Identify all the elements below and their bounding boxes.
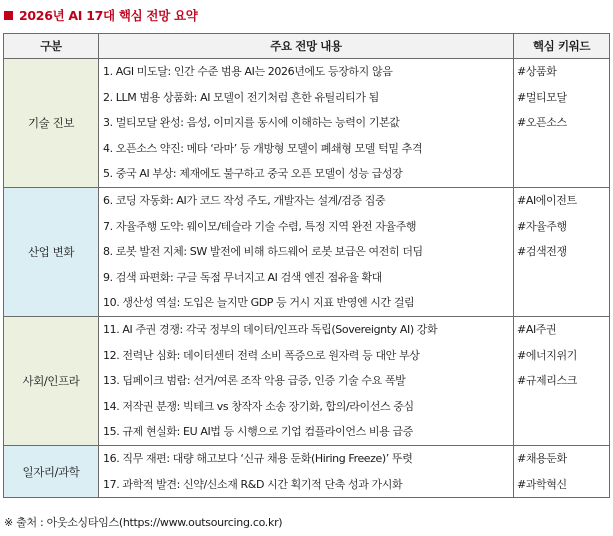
list-item: 9. 검색 파편화: 구글 독점 무너지고 AI 검색 엔진 점유율 확대 bbox=[103, 270, 382, 284]
category-cell: 산업 변화 bbox=[4, 187, 99, 316]
category-cell: 사회/인프라 bbox=[4, 316, 99, 445]
header-keywords: 핵심 키워드 bbox=[514, 34, 610, 59]
list-item: 16. 직무 재편: 대량 해고보다 ‘신규 채용 둔화(Hiring Freeze)’ 뚜렷 bbox=[103, 451, 413, 465]
items-cell bbox=[99, 187, 514, 316]
keyword-tag: #AI에이전트 bbox=[517, 193, 577, 207]
table-row bbox=[4, 187, 610, 316]
keywords-cell bbox=[514, 187, 610, 316]
list-item: 8. 로봇 발전 지체: SW 발전에 비해 하드웨어 로봇 보급은 여전히 더딤 bbox=[103, 245, 423, 259]
title-bar bbox=[4, 6, 198, 24]
title-square-icon bbox=[4, 11, 13, 20]
items-cell bbox=[99, 59, 514, 188]
keyword-tag: #오픈소스 bbox=[517, 116, 567, 130]
keyword-tag: #채용둔화 bbox=[517, 451, 567, 465]
list-item: 12. 전력난 심화: 데이터센터 전력 소비 폭증으로 원자력 등 대안 부상 bbox=[103, 348, 420, 362]
list-item: 14. 저작권 분쟁: 빅테크 vs 창작자 소송 장기화, 합의/라이선스 중심 bbox=[103, 399, 414, 413]
list-item: 7. 자율주행 도약: 웨이모/테슬라 기술 수렴, 특정 지역 완전 자율주행 bbox=[103, 219, 417, 233]
keyword-tag: #AI주권 bbox=[517, 322, 557, 336]
category-cell: 기술 진보 bbox=[4, 59, 99, 188]
keywords-cell bbox=[514, 59, 610, 188]
list-item: 10. 생산성 역설: 도입은 늘지만 GDP 등 거시 지표 반영엔 시간 걸림 bbox=[103, 296, 415, 310]
table-header-row bbox=[4, 34, 610, 59]
table-row bbox=[4, 445, 610, 497]
table-row bbox=[4, 59, 610, 188]
keyword-tag: #에너지위기 bbox=[517, 348, 577, 362]
header-content: 주요 전망 내용 bbox=[99, 34, 514, 59]
table-row bbox=[4, 316, 610, 445]
forecast-table bbox=[3, 33, 610, 498]
items-cell bbox=[99, 445, 514, 497]
list-item: 11. AI 주권 경쟁: 각국 정부의 데이터/인프라 독립(Sovereignty AI) 강화 bbox=[103, 322, 438, 336]
keyword-tag: #검색전쟁 bbox=[517, 245, 567, 259]
keyword-tag: #멀티모달 bbox=[517, 90, 567, 104]
list-item: 13. 딥페이크 범람: 선거/여론 조작 악용 급증, 인증 기술 수요 폭발 bbox=[103, 374, 406, 388]
page-title: 2026년 AI 17대 핵심 전망 요약 bbox=[19, 8, 198, 23]
keyword-tag: #자율주행 bbox=[517, 219, 567, 233]
list-item: 2. LLM 범용 상품화: AI 모델이 전기처럼 흔한 유틸리티가 됨 bbox=[103, 90, 379, 104]
source-note: ※ 출처 : 아웃소싱타임스(https://www.outsourcing.co.kr) bbox=[4, 516, 283, 529]
keywords-cell bbox=[514, 445, 610, 497]
list-item: 17. 과학적 발견: 신약/신소재 R&D 시간 획기적 단축 성과 가시화 bbox=[103, 477, 403, 491]
list-item: 3. 멀티모달 완성: 음성, 이미지를 동시에 이해하는 능력이 기본값 bbox=[103, 116, 400, 130]
list-item: 6. 코딩 자동화: AI가 코드 작성 주도, 개발자는 설계/검증 집중 bbox=[103, 193, 386, 207]
header-category: 구분 bbox=[4, 34, 99, 59]
items-cell bbox=[99, 316, 514, 445]
list-item: 1. AGI 미도달: 인간 수준 범용 AI는 2026년에도 등장하지 않음 bbox=[103, 65, 393, 78]
list-item: 5. 중국 AI 부상: 제재에도 불구하고 중국 오픈 모델이 성능 급성장 bbox=[103, 167, 403, 181]
keywords-cell bbox=[514, 316, 610, 445]
category-cell: 일자리/과학 bbox=[4, 445, 99, 497]
list-item: 15. 규제 현실화: EU AI법 등 시행으로 기업 컴플라이언스 비용 급증 bbox=[103, 425, 413, 439]
keyword-tag: #과학혁신 bbox=[517, 477, 567, 491]
keyword-tag: #규제리스크 bbox=[517, 374, 577, 388]
keyword-tag: #상품화 bbox=[517, 65, 557, 78]
list-item: 4. 오픈소스 약진: 메타 ‘라마’ 등 개방형 모델이 폐쇄형 모델 턱밑 추격 bbox=[103, 141, 423, 155]
